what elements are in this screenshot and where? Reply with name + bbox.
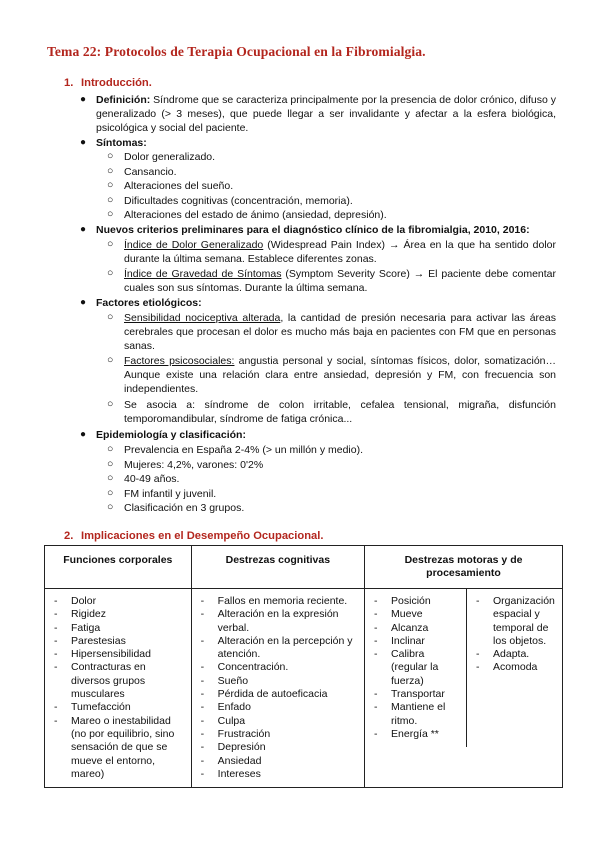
- dash-bullet: -: [374, 688, 378, 701]
- list-item: [192, 661, 360, 674]
- circle-bullet-icon: ○: [107, 238, 114, 250]
- factor-term: Factores psicosociales:: [124, 355, 235, 367]
- list-item-text: Mareo o inestabilidad (no por equilibrio, sino sensación de que se mueve el entorno, mareo): [71, 714, 175, 780]
- list-item-text: Fatiga: [71, 621, 101, 634]
- bullet-icon: ●: [80, 297, 87, 308]
- list-item: [365, 608, 462, 621]
- list-item: [192, 688, 360, 701]
- sintoma-text: Alteraciones del estado de ánimo (ansiedad, depresión).: [124, 209, 387, 221]
- circle-bullet-icon: ○: [107, 486, 114, 499]
- circle-bullet-icon: ○: [107, 150, 114, 162]
- dash-bullet: -: [374, 621, 378, 634]
- dash-bullet: -: [200, 688, 205, 701]
- sintoma-text: Dolor generalizado.: [124, 151, 216, 163]
- dash-bullet: -: [54, 714, 58, 727]
- list-item: [45, 622, 187, 635]
- definicion-item: [80, 93, 556, 136]
- factor-text: , la cantidad de presión necesaria para activar las áreas cerebrales que procesan el dolor es mucho más baja en pacientes con FM que en personas sanas.: [124, 312, 556, 353]
- dash-bullet: -: [54, 648, 58, 661]
- list-item: [192, 701, 360, 714]
- dash-bullet: -: [200, 701, 205, 714]
- list-item: [192, 741, 360, 754]
- dash-bullet: -: [200, 741, 205, 754]
- section-2-number: 2.: [64, 530, 74, 542]
- bullet-icon: ●: [80, 224, 87, 235]
- list-item: [45, 715, 187, 781]
- factor-text: Se asocia a: síndrome de colon irritable, cefalea tensional, migraña, disfunción temporomandibular, síndrome de fatiga crónica...: [124, 399, 556, 426]
- list-item: [467, 648, 558, 661]
- circle-bullet-icon: ○: [107, 443, 114, 455]
- list-item-text: Inclinar: [391, 634, 425, 647]
- dash-bullet: -: [200, 754, 205, 767]
- list-item-text: Parestesias: [71, 634, 126, 647]
- sintoma-item: [107, 179, 556, 193]
- dash-bullet: -: [200, 634, 205, 647]
- list-item: [45, 648, 187, 661]
- dash-bullet: -: [374, 608, 378, 621]
- dash-bullet: -: [476, 661, 480, 674]
- circle-bullet-icon: ○: [107, 501, 114, 513]
- dash-bullet: -: [374, 648, 378, 661]
- factor-item: [107, 311, 556, 354]
- list-item: [192, 728, 360, 741]
- list-item: [192, 768, 360, 781]
- epidemiologia-text: Prevalencia en España 2-4% (> un millón y medio).: [124, 444, 363, 456]
- factor-item: [107, 354, 557, 397]
- criterio-text: (Widespread Pain Index) → Área en la que ha sentido dolor durante la última semana. Establece diferentes zonas.: [124, 239, 556, 266]
- list-item: [192, 675, 360, 688]
- section-2-title: Implicaciones en el Desempeño Ocupacional.: [81, 530, 324, 542]
- dash-bullet: -: [200, 767, 205, 780]
- list-item: [365, 648, 462, 688]
- list-item: [45, 595, 187, 608]
- epidemiologia-text: 40-49 años.: [124, 473, 180, 485]
- list-item: [192, 635, 360, 662]
- epidemiologia-text: Mujeres: 4,2%, varones: 0'2%: [124, 458, 264, 471]
- circle-bullet-icon: ○: [107, 311, 114, 323]
- dash-bullet: -: [374, 595, 378, 607]
- factores-label: Factores etiológicos:: [96, 297, 202, 309]
- list-item: [365, 688, 462, 701]
- sintoma-item: [107, 208, 556, 222]
- criterios-item: [80, 223, 566, 237]
- motoras-list-b: [467, 589, 562, 681]
- list-item-text: Rigidez: [71, 608, 107, 621]
- list-item-text: Alcanza: [391, 621, 429, 634]
- list-item-text: Energía **: [391, 727, 439, 740]
- sintoma-text: Alteraciones del sueño.: [124, 180, 234, 192]
- dash-bullet: -: [374, 727, 378, 740]
- sintoma-text: Cansancio.: [124, 165, 177, 178]
- list-item-text: Pérdida de autoeficacia: [217, 688, 328, 701]
- section-1-title: Introducción.: [81, 77, 152, 89]
- definicion-label: Definición:: [96, 94, 151, 106]
- header-motoras: Destrezas motoras y de procesamiento: [365, 546, 563, 589]
- list-item-text: Sueño: [217, 674, 249, 687]
- list-item-text: Acomoda: [493, 661, 538, 674]
- dash-bullet: -: [200, 727, 205, 740]
- list-item-text: Transportar: [391, 688, 445, 701]
- dash-bullet: -: [476, 595, 480, 607]
- list-item: [365, 622, 462, 635]
- criterio-text: (Symptom Severity Score) → El paciente debe comentar cuales son sus síntomas. Durante la última semana.: [124, 268, 557, 295]
- circle-bullet-icon: ○: [107, 179, 114, 191]
- dash-bullet: -: [54, 661, 58, 674]
- dash-bullet: -: [200, 608, 205, 621]
- list-item-text: Intereses: [217, 767, 261, 780]
- circle-bullet-icon: ○: [107, 208, 114, 220]
- motoras-split: [365, 589, 562, 747]
- motoras-cell: [365, 589, 563, 788]
- epidemiologia-entry: [107, 501, 556, 515]
- list-item-text: Dolor: [71, 595, 97, 607]
- bullet-icon: ●: [80, 429, 87, 440]
- header-funciones: Funciones corporales: [45, 546, 192, 589]
- bullet-icon: ●: [80, 94, 87, 105]
- list-item: [192, 715, 360, 728]
- document-title: Tema 22: Protocolos de Terapia Ocupacional en la Fibromialgia.: [47, 44, 426, 59]
- bullet-icon: ●: [80, 137, 87, 148]
- sintoma-item: [107, 193, 556, 208]
- list-item: [45, 635, 187, 648]
- list-item-text: Culpa: [217, 714, 246, 727]
- epidemiologia-entry: [107, 472, 556, 486]
- dash-bullet: -: [374, 701, 378, 714]
- epidemiologia-entry: [107, 457, 556, 472]
- dash-bullet: -: [54, 608, 58, 621]
- section-1-number: 1.: [64, 77, 74, 89]
- section-1-heading: [64, 77, 152, 89]
- list-item-text: Adapta.: [493, 648, 530, 661]
- list-item-text: Tumefacción: [71, 701, 131, 714]
- cognitivas-cell: [191, 589, 364, 788]
- list-item: [365, 595, 462, 608]
- list-item-text: Organización espacial y temporal de los objetos.: [493, 595, 555, 647]
- dash-bullet: -: [54, 595, 58, 607]
- list-item-text: Enfado: [217, 701, 251, 714]
- list-item: [45, 608, 187, 621]
- circle-bullet-icon: ○: [107, 193, 114, 206]
- definicion-text: Síndrome que se caracteriza principalmente por la presencia de dolor crónico, difuso y generalizado (> 3 meses), que puede llegar a ser invalidante y afectar a la esfera biológica, psicológica y social del paciente.: [96, 94, 556, 135]
- dash-bullet: -: [54, 621, 58, 634]
- list-item: [45, 701, 187, 714]
- dash-bullet: -: [200, 674, 205, 687]
- sintomas-item: [80, 136, 556, 150]
- section-2-heading: [64, 530, 323, 542]
- circle-bullet-icon: ○: [107, 164, 114, 177]
- list-item: [192, 608, 360, 635]
- list-item: [365, 701, 462, 728]
- sintoma-text: Dificultades cognitivas (concentración, memoria).: [124, 194, 353, 207]
- criterios-label: Nuevos criterios preliminares para el diagnóstico clínico de la fibromialgia, 2010, 2016:: [96, 224, 530, 236]
- sintomas-label: Síntomas:: [96, 137, 147, 149]
- circle-bullet-icon: ○: [107, 267, 114, 279]
- epidemiologia-item: [80, 428, 556, 442]
- dash-bullet: -: [200, 661, 205, 674]
- circle-bullet-icon: ○: [107, 472, 114, 484]
- dash-bullet: -: [54, 634, 58, 647]
- dash-bullet: -: [476, 648, 480, 661]
- epidemiologia-entry: [107, 443, 556, 457]
- list-item-text: Alteración en la expresión verbal.: [217, 608, 339, 634]
- circle-bullet-icon: ○: [107, 354, 114, 366]
- epidemiologia-text: Clasificación en 3 grupos.: [124, 502, 245, 514]
- factor-text: angustia personal y social, síntomas físicos, dolor, somatización… Aunque existe una relación clara entre ansiedad, depresión y FM, con frecuencia son independientes.: [124, 355, 557, 396]
- circle-bullet-icon: ○: [107, 398, 114, 410]
- list-item: [365, 728, 462, 741]
- circle-bullet-icon: ○: [107, 457, 114, 470]
- list-item: [192, 595, 360, 608]
- cognitivas-list: [192, 589, 364, 787]
- motoras-col-a: [365, 589, 467, 747]
- table-header-row: [45, 546, 563, 589]
- list-item: [192, 755, 360, 768]
- list-item-text: Frustración: [217, 727, 271, 740]
- list-item-text: Depresión: [217, 741, 266, 754]
- epidemiologia-text: FM infantil y juvenil.: [124, 487, 217, 500]
- criterio-item: [107, 238, 556, 266]
- funciones-cell: [45, 589, 192, 788]
- list-item: [45, 661, 187, 701]
- sintoma-item: [107, 150, 556, 164]
- list-item-text: Contracturas en diversos grupos musculares: [71, 661, 146, 701]
- list-item-text: Concentración.: [217, 661, 289, 674]
- list-item-text: Hipersensibilidad: [71, 648, 151, 661]
- factor-term: Sensibilidad nociceptiva alterada: [124, 312, 281, 324]
- list-item: [467, 661, 558, 674]
- list-item-text: Fallos en memoria reciente.: [217, 595, 348, 607]
- header-cognitivas: Destrezas cognitivas: [191, 546, 364, 589]
- desempeno-table: [44, 545, 563, 788]
- list-item-text: Posición: [391, 595, 431, 607]
- criterio-term: Índice de Gravedad de Síntomas: [124, 268, 282, 280]
- list-item-text: Mueve: [391, 608, 423, 621]
- list-item-text: Calibra (regular la fuerza): [391, 648, 439, 687]
- list-item-text: Ansiedad: [217, 754, 262, 767]
- dash-bullet: -: [200, 714, 205, 727]
- criterio-item: [107, 267, 557, 295]
- epidemiologia-label: Epidemiología y clasificación:: [96, 429, 246, 441]
- sintoma-item: [107, 164, 556, 179]
- motoras-list-a: [365, 589, 466, 747]
- motoras-col-b: [467, 589, 562, 747]
- criterio-term: Índice de Dolor Generalizado: [124, 239, 264, 251]
- list-item: [467, 595, 558, 648]
- dash-bullet: -: [200, 595, 205, 607]
- list-item-text: Alteración en la percepción y atención.: [217, 634, 353, 661]
- dash-bullet: -: [374, 634, 378, 647]
- funciones-list: [45, 589, 191, 787]
- factores-item: [80, 296, 556, 310]
- dash-bullet: -: [54, 701, 58, 714]
- list-item-text: Mantiene el ritmo.: [391, 701, 446, 727]
- factor-item: [107, 398, 556, 426]
- table-row: [45, 589, 563, 788]
- list-item: [365, 635, 462, 648]
- epidemiologia-entry: [107, 486, 556, 501]
